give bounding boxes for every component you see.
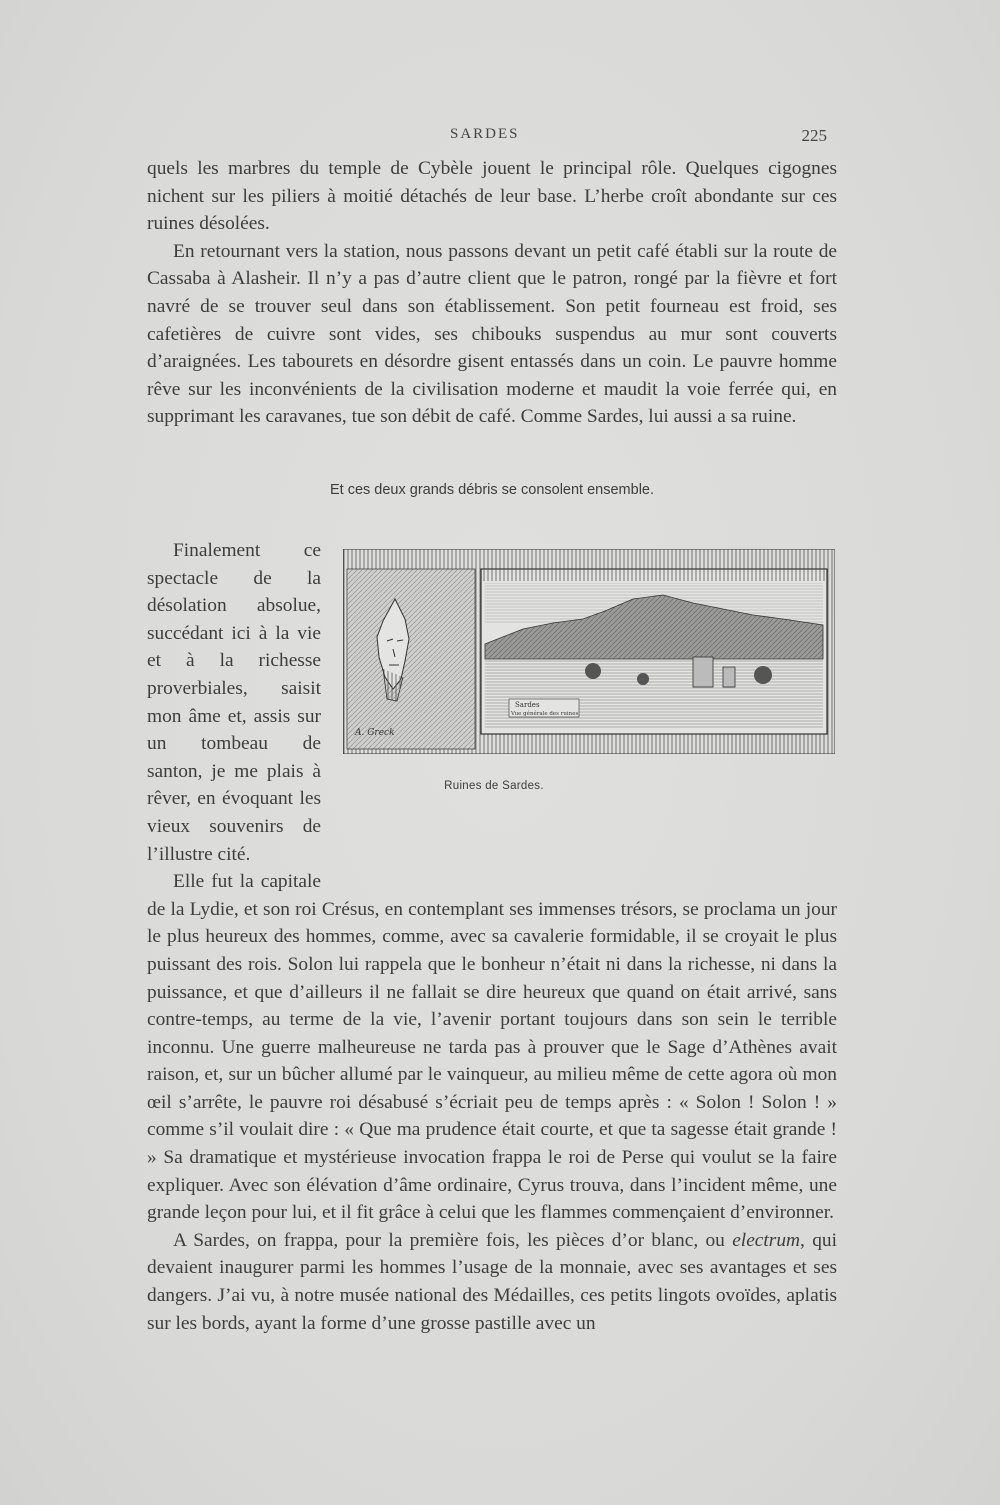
inset-label-2: Vue générale des ruines — [511, 711, 579, 717]
inset-label-1: Sardes — [515, 701, 540, 709]
page-number: 225 — [801, 126, 827, 145]
paragraph-electrum — [147, 1227, 837, 1337]
paragraph-desolation: Finalement ce spectacle de la désolation absolue, succédant ici à la vie et à la richesse proverbiales, saisit mon âme et, assis sur un tombeau de santon, je me plais à rêver, en évoquant les vieux souvenirs de l’illustre cité. — [147, 540, 321, 865]
engraver-signature: A. Greck — [355, 728, 395, 738]
text-block-lower — [147, 537, 837, 1337]
paragraph-lydia: Elle fut la capitale de la Lydie, et son roi Crésus, en contemplant ses immenses trésors, se proclama un jour le plus heureux des hommes, comme, avec sa cavalerie formidable, il se croyait le plus puissant des rois. Solon lui rappela que le bonheur n’était ni dans la richesse, ni dans la puissance, et que d’ailleurs il ne fallait se dire heureux que quand on était arrivé, sans contre-temps, au terme de la vie, l’avenir portant toujours dans son sein le terrible inconnu. Une guerre malheureuse ne tarda pas à prouver que le Sage d’Athènes avait raison, et, sur un bûcher allumé par le vainqueur, au milieu même de cette agora où mon œil s’arrête, le pauvre roi désabusé s’écriait peu de temps après : « Solon ! Solon ! » comme s’il voulait dire : « Que ma prudence était courte, et que ta sagesse était grande ! » Sa dramatique et mystérieuse invocation frappa le roi de Perse qui voulut se la faire expliquer. Avec son élévation d’âme ordinaire, Cyrus trouva, dans l’incident même, une grande leçon pour lui, et il fit grâce à celui que les flammes commençaient d’environner. — [147, 871, 837, 1224]
paragraph-cafe: En retournant vers la station, nous passons devant un petit café établi sur la route de Cassaba à Alasheir. Il n’y a pas d’autre client que le patron, rongé par la fièvre et fort navré de se trouver seul dans son établissement. Son petit fourneau est froid, ses cafetières de cuivre sont vides, ses chibouks suspendus au mur sont couverts d’araignées. Les tabourets en désordre gisent entassés dans un coin. Le pauvre homme rêve sur les inconvénients de la civilisation moderne et maudit la voie ferrée qui, en supprimant les caravanes, tue son débit de café. Comme Sardes, lui aussi a sa ruine. — [147, 240, 837, 428]
paragraph-continued: quels les marbres du temple de Cybèle jouent le principal rôle. Quelques cigognes nichent sur les piliers à moitié détachés de leur base. L’herbe croît abondante sur ces ruines désolées. — [147, 158, 837, 235]
quotation-line: Et ces deux grands débris se consolent ensemble. — [329, 482, 655, 498]
electrum-text-before: A Sardes, on frappa, pour la première fois, les pièces d’or blanc, ou — [173, 1229, 733, 1251]
electrum-text-after: , qui devaient inaugurer parmi les hommes l’usage de la monnaie, avec ses avantages et ses dangers. J’ai vu, à notre musée national des Médailles, ces petits lingots ovoïdes, aplatis sur les bords, ayant la forme d’une grosse pastille avec un — [147, 1229, 837, 1334]
running-title: SARDES — [450, 126, 520, 142]
text-block-upper — [147, 155, 837, 431]
figure-ruins-of-sardes — [339, 541, 845, 865]
engraving-image — [343, 549, 835, 754]
figure-caption: Ruines de Sardes. — [444, 780, 544, 792]
running-head — [147, 126, 827, 150]
electrum-word: electrum — [732, 1229, 801, 1251]
